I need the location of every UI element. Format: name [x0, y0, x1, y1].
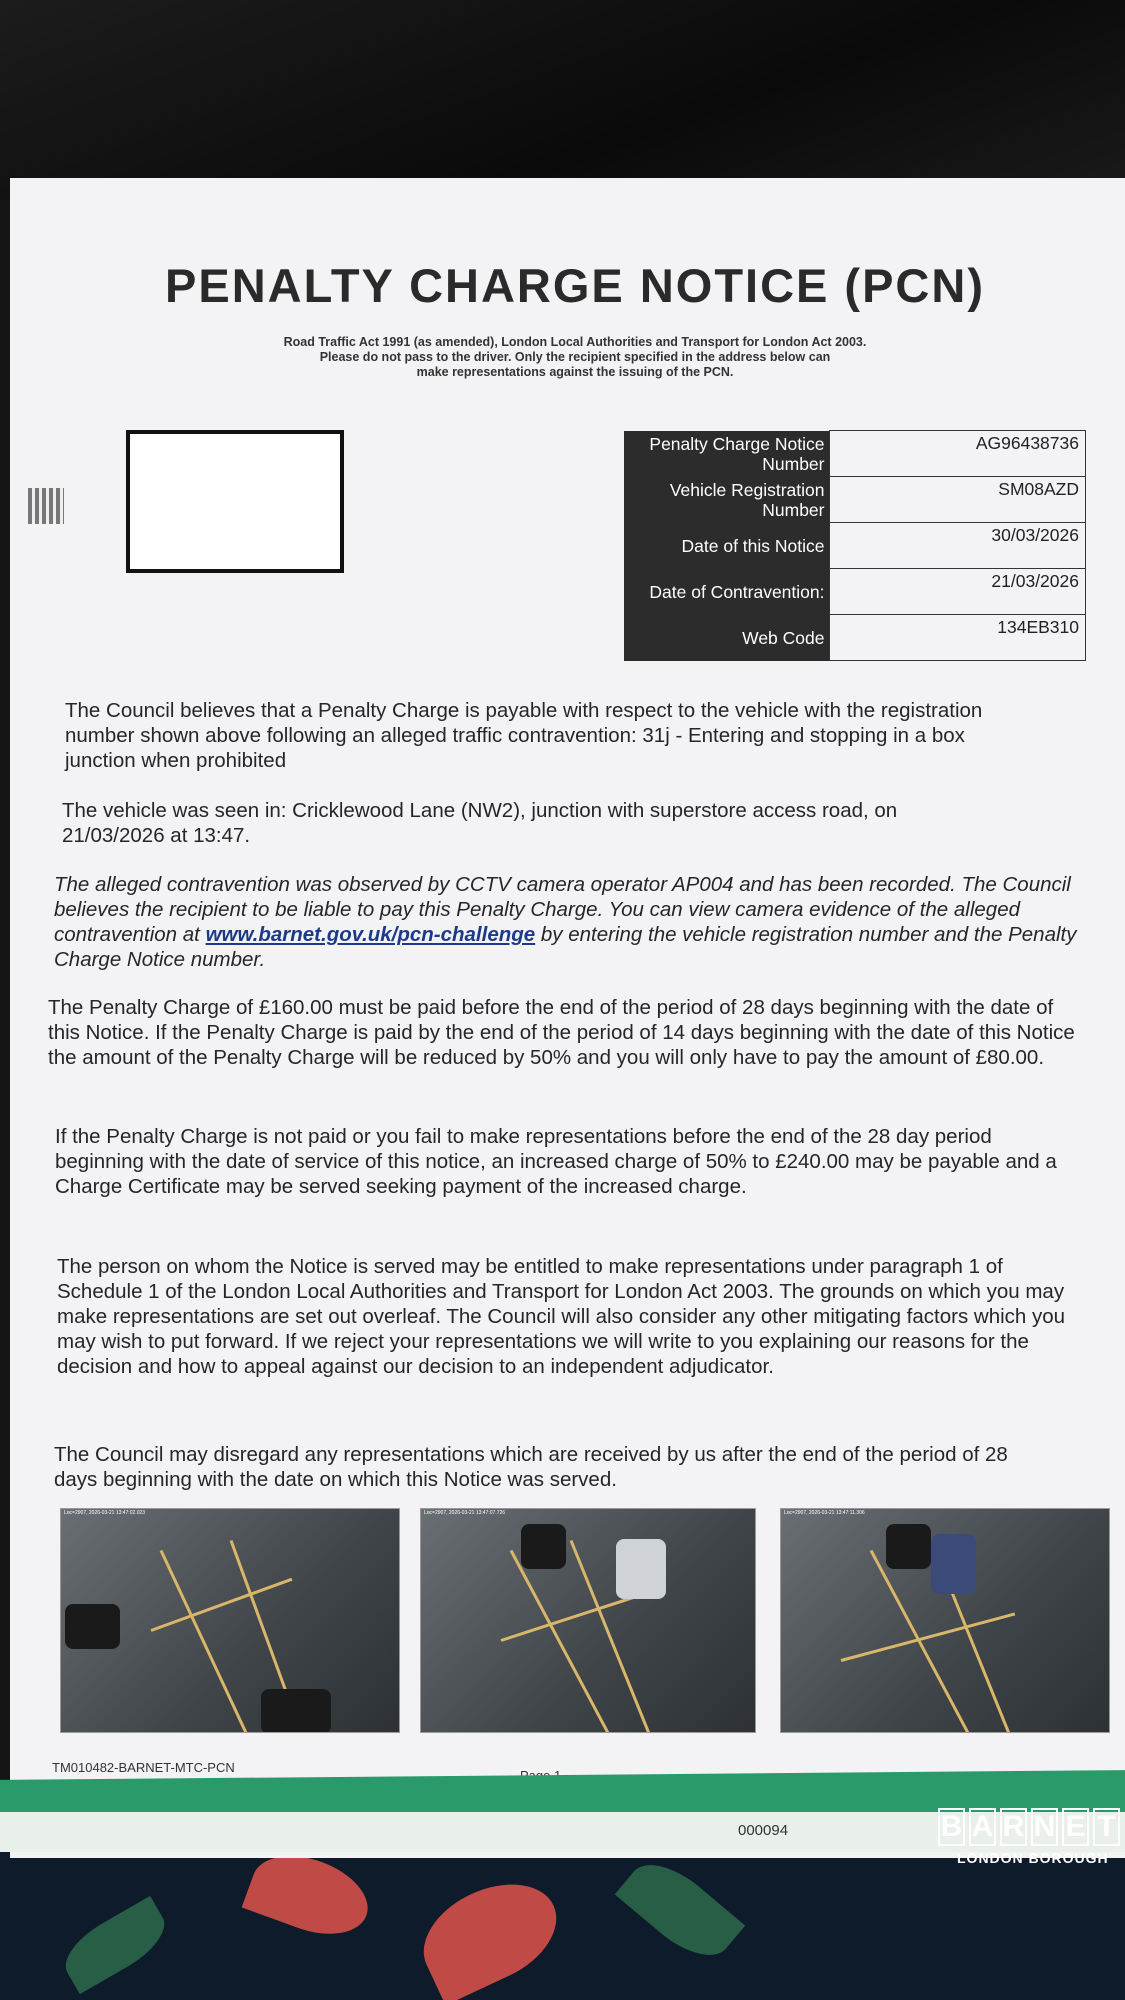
logo-letter: T: [1093, 1808, 1120, 1846]
cctv-caption: Loc=2907, 2026-03-21 13:47:02.023: [64, 1510, 146, 1516]
pcn-challenge-link[interactable]: www.barnet.gov.uk/pcn-challenge: [205, 923, 536, 946]
logo-letter: R: [1000, 1808, 1027, 1846]
fabric-flower-shape: [408, 1865, 573, 2000]
redacted-address-box: [126, 430, 344, 573]
details-row: [624, 523, 1086, 569]
logo-letter: N: [1031, 1808, 1058, 1846]
details-value: AG96438736: [829, 431, 1086, 477]
details-label: Vehicle Registration Number: [624, 477, 829, 523]
details-row: [624, 615, 1086, 661]
barnet-logo: [938, 1808, 1120, 1846]
cctv-image: [420, 1508, 756, 1733]
details-label: Web Code: [624, 615, 829, 661]
background-dark-surface: [0, 0, 1125, 200]
vehicle: [886, 1524, 931, 1569]
details-value: 30/03/2026: [829, 523, 1086, 569]
paragraph-contravention: The Council believes that a Penalty Charge is payable with respect to the vehicle with the registration number shown above following an alleged traffic contravention: 31j - Entering and stopping in a box junction when prohibited: [65, 699, 983, 772]
details-label: Date of this Notice: [624, 523, 829, 569]
vehicle: [521, 1524, 566, 1569]
details-row: [624, 477, 1086, 523]
cctv-evidence-strip: [0, 1508, 1125, 1748]
datamatrix-code: [28, 488, 64, 524]
cctv-image: [780, 1508, 1110, 1733]
paragraph-cctv: [54, 872, 1084, 972]
details-label: Date of Contravention:: [624, 569, 829, 615]
subtitle-line: make representations against the issuing of the PCN.: [416, 365, 734, 379]
paragraph-payment: The Penalty Charge of £160.00 must be paid before the end of the period of 28 days beginning with the date of this Notice. If the Penalty Charge is paid by the end of the period of 14 days beginning with the date of this Notice the amount of the Penalty Charge will be reduced by 50% and you will only have to pay the amount of £80.00.: [48, 996, 1075, 1069]
cctv-text: The alleged contravention was observed by CCTV camera operator AP004 and has been recorded. The Council believes the recipient to be liable to pay this Penalty Charge. You can view camera evidence of the alleged contravention at: [54, 873, 1071, 946]
vehicle-white-van: [616, 1539, 666, 1599]
box-junction-marking: [150, 1578, 292, 1632]
box-junction-marking: [510, 1550, 621, 1733]
subtitle-line: Road Traffic Act 1991 (as amended), London Local Authorities and Transport for London Act 2003.: [283, 335, 867, 349]
logo-letter: A: [969, 1808, 996, 1846]
details-row: [624, 431, 1086, 477]
details-value: SM08AZD: [829, 477, 1086, 523]
details-label: Penalty Charge Notice Number: [624, 431, 829, 477]
notice-subtitle: [215, 335, 935, 380]
fabric-leaf-shape: [615, 1848, 745, 1971]
cctv-caption: Loc=2907, 2026-03-21 13:47:11.306: [784, 1510, 865, 1516]
vehicle: [261, 1689, 331, 1733]
fabric-leaf-shape: [55, 1896, 175, 1994]
vehicle-blue-van: [931, 1534, 976, 1594]
paragraph-increased-charge: If the Penalty Charge is not paid or you fail to make representations before the end of the 28 day period beginning with the date of service of this notice, an increased charge of 50% to £240.00 may be payable and a Charge Certificate may be served seeking payment of the increased charge.: [55, 1125, 1057, 1198]
cctv-image: [60, 1508, 400, 1733]
vehicle: [65, 1604, 120, 1649]
cctv-text-end: by entering the vehicle registration number and the Penalty Charge Notice number.: [54, 923, 1077, 971]
notice-title: PENALTY CHARGE NOTICE (PCN): [165, 259, 985, 312]
subtitle-line: Please do not pass to the driver. Only the recipient specified in the address below can: [319, 350, 831, 364]
paragraph-location: The vehicle was seen in: Cricklewood Lane (NW2), junction with superstore access road, on 21/03/2026 at 13:47.: [62, 799, 898, 847]
logo-letter: B: [938, 1808, 965, 1846]
footer-reference: TM010482-BARNET-MTC-PCN: [52, 1760, 235, 1775]
details-value: 21/03/2026: [829, 569, 1086, 615]
cctv-caption: Loc=2907, 2026-03-21 13:47:07.726: [424, 1510, 506, 1516]
details-row: [624, 569, 1086, 615]
details-value: 134EB310: [829, 615, 1086, 661]
paragraph-disregard: The Council may disregard any representations which are received by us after the end of the period of 28 days beginning with the date on which this Notice was served.: [54, 1443, 1008, 1491]
logo-letter: E: [1062, 1808, 1089, 1846]
paragraph-representations: The person on whom the Notice is served may be entitled to make representations under paragraph 1 of Schedule 1 of the London Local Authorities and Transport for London Act 2003. The grounds on which you may make representations are set out overleaf. The Council will also consider any other mitigating factors which you may wish to put forward. If we reject your representations we will write to you explaining our reasons for the decision and how to appeal against our decision to an independent adjudicator.: [57, 1255, 1066, 1378]
barnet-logo-subtitle: LONDON BOROUGH: [957, 1850, 1109, 1866]
footer-serial: 000094: [738, 1822, 789, 1839]
notice-details-table: [624, 430, 1086, 661]
